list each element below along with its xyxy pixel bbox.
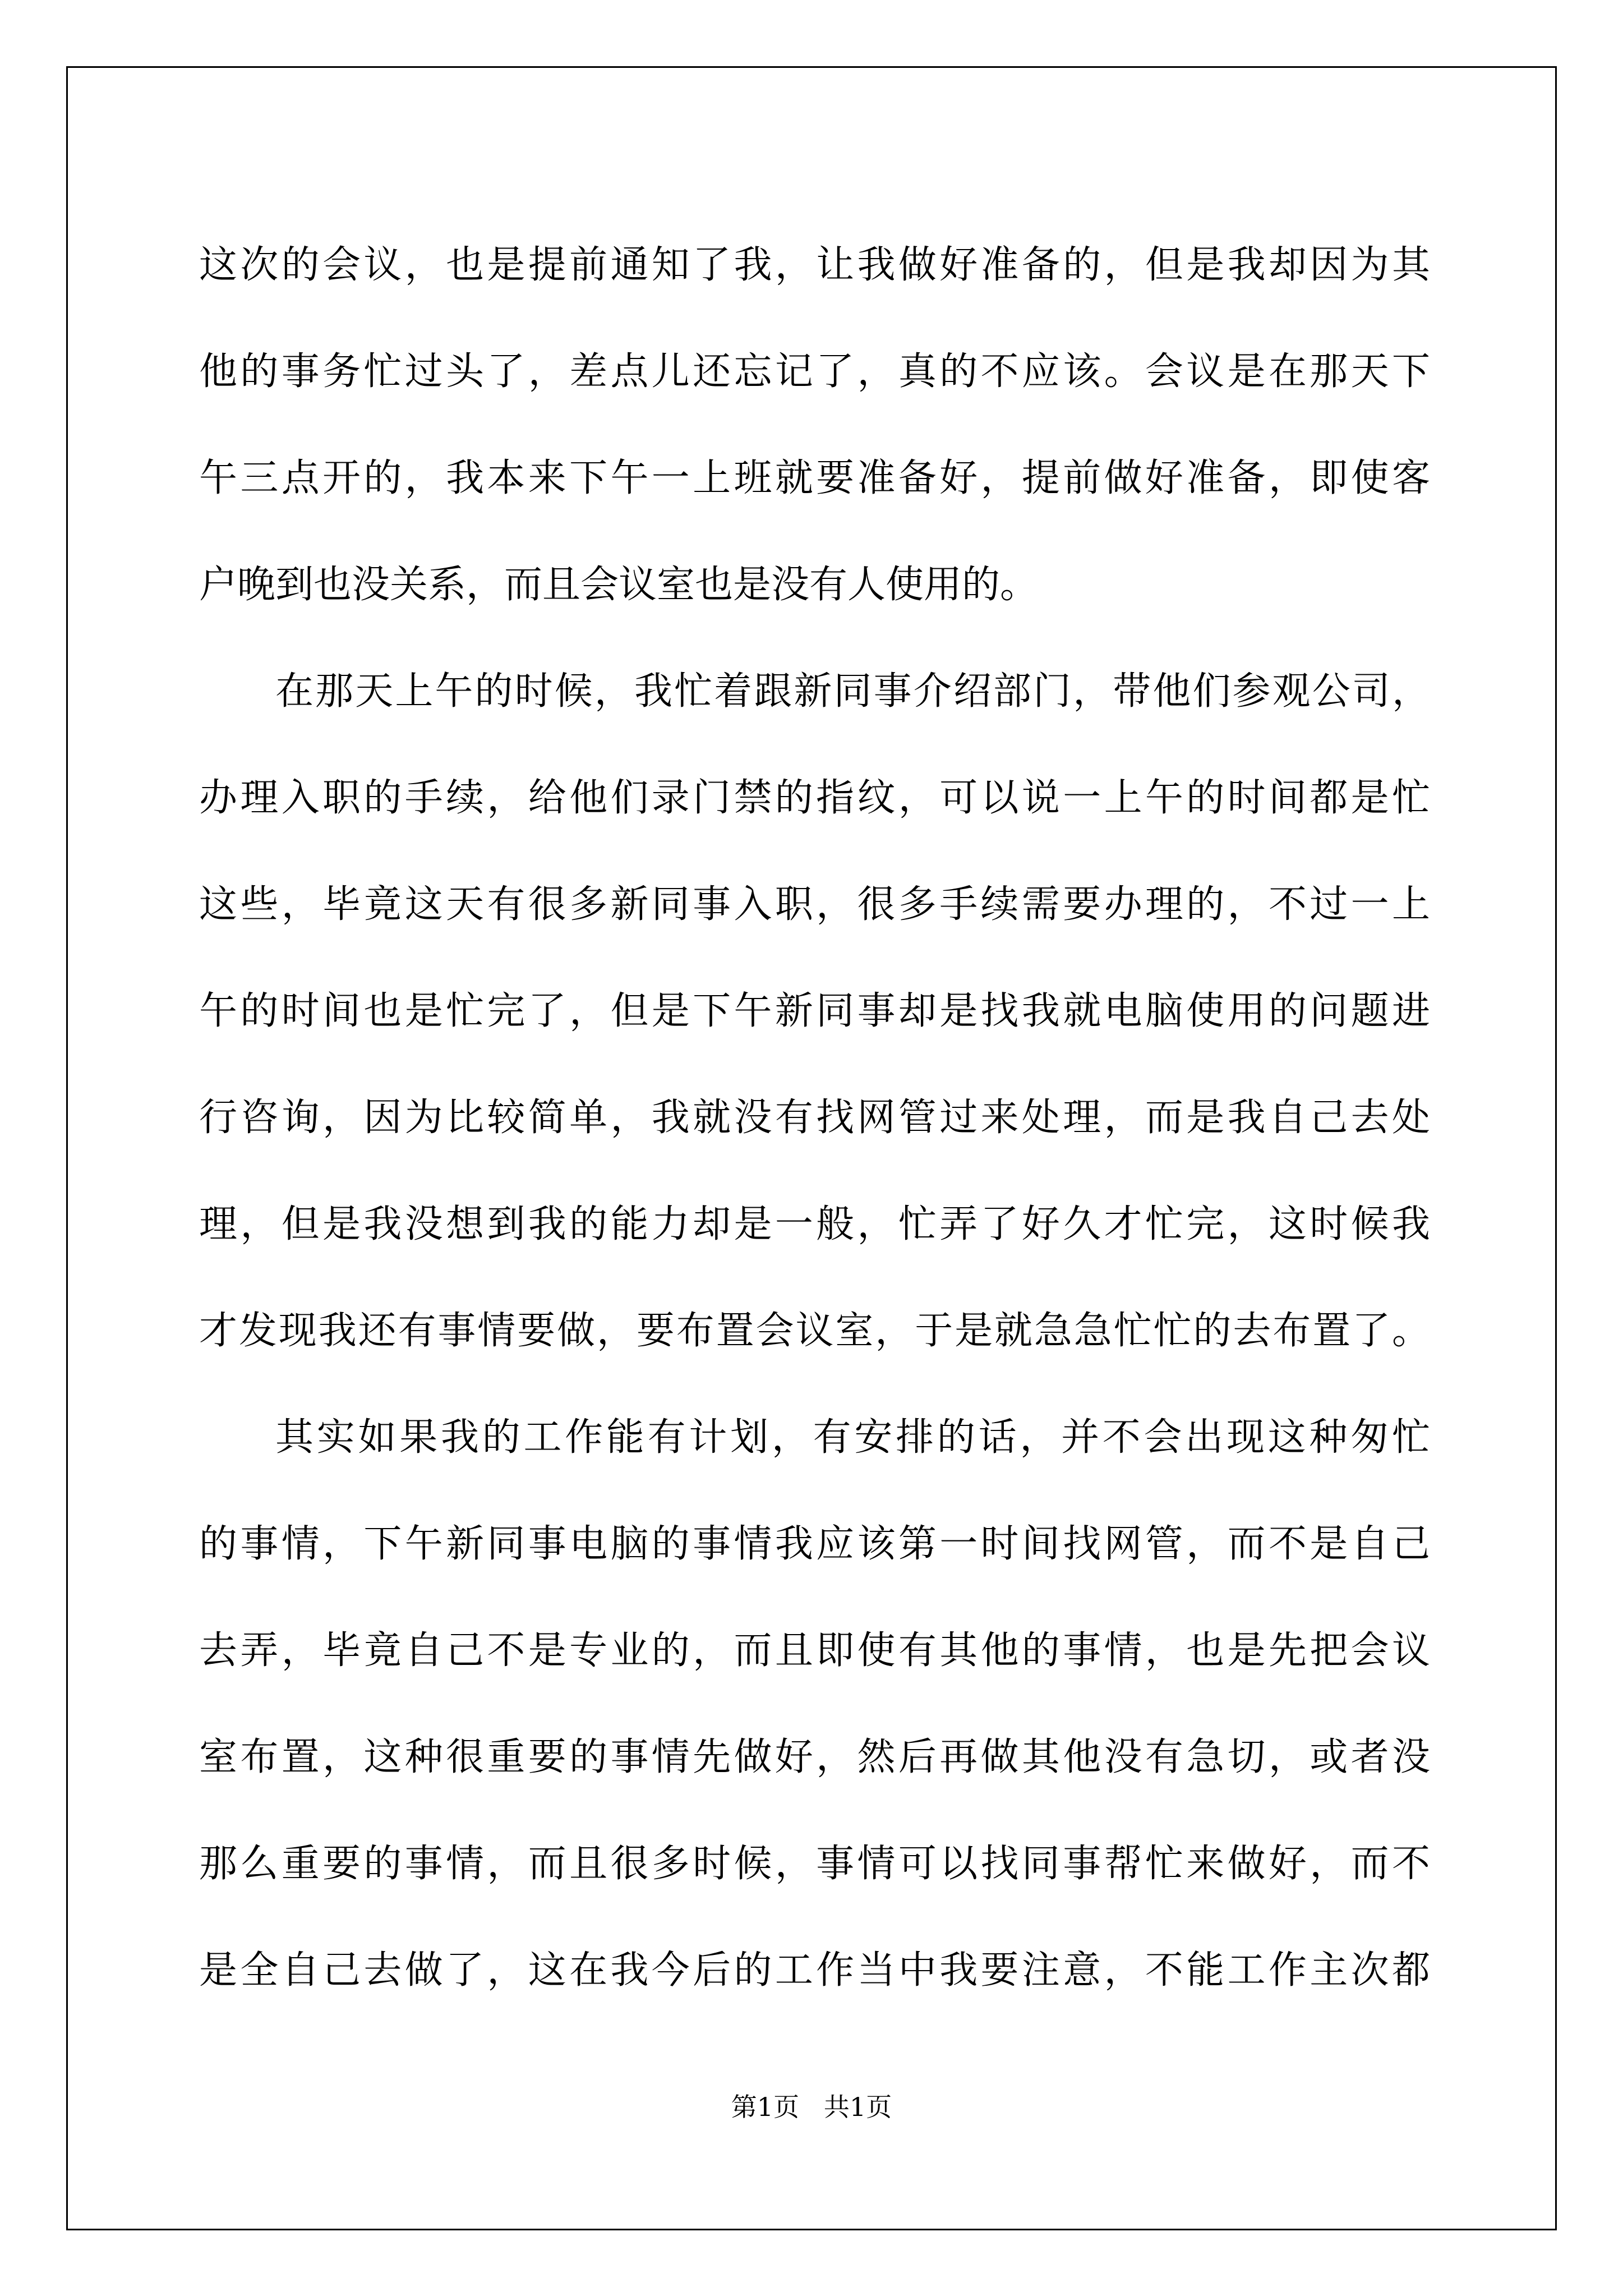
text-line: 他的事务忙过头了，差点儿还忘记了，真的不应该。会议是在那天下 (199, 349, 1430, 394)
text-line: 午的时间也是忙完了，但是下午新同事却是找我就电脑使用的问题进 (199, 989, 1430, 1033)
text-line: 室布置，这种很重要的事情先做好，然后再做其他没有急切，或者没 (199, 1735, 1430, 1779)
text-line: 那么重要的事情，而且很多时候，事情可以找同事帮忙来做好，而不 (199, 1842, 1430, 1886)
text-line: 行咨询，因为比较简单，我就没有找网管过来处理，而是我自己去处 (199, 1096, 1430, 1140)
text-line: 午三点开的，我本来下午一上班就要准备好，提前做好准备，即使客 (199, 456, 1430, 500)
page-number: 第1页 共1页 (731, 2092, 892, 2122)
document-body (199, 212, 1430, 2024)
text-line: 理，但是我没想到我的能力却是一般，忙弄了好久才忙完，这时候我 (199, 1202, 1430, 1246)
paragraph-1 (199, 212, 1430, 638)
text-line: 户晚到也没关系，而且会议室也是没有人使用的。 (199, 563, 1039, 607)
text-line: 在那天上午的时候，我忙着跟新同事介绍部门，带他们参观公司， (275, 669, 1430, 714)
text-line: 去弄，毕竟自己不是专业的，而且即使有其他的事情，也是先把会议 (199, 1628, 1430, 1673)
text-line: 的事情，下午新同事电脑的事情我应该第一时间找网管，而不是自己 (199, 1522, 1430, 1566)
paragraph-3 (199, 1384, 1430, 2024)
text-line: 办理入职的手续，给他们录门禁的指纹，可以说一上午的时间都是忙 (199, 776, 1430, 820)
text-line: 其实如果我的工作能有计划，有安排的话，并不会出现这种匆忙 (275, 1415, 1430, 1460)
text-line: 才发现我还有事情要做，要布置会议室，于是就急急忙忙的去布置了。 (199, 1309, 1430, 1353)
text-line: 这些，毕竟这天有很多新同事入职，很多手续需要办理的，不过一上 (199, 882, 1430, 927)
text-line: 是全自己去做了，这在我今后的工作当中我要注意，不能工作主次都 (199, 1948, 1430, 1993)
page-footer (0, 2087, 1623, 2124)
text-line: 这次的会议，也是提前通知了我，让我做好准备的，但是我却因为其 (199, 243, 1430, 287)
paragraph-2 (199, 638, 1430, 1384)
